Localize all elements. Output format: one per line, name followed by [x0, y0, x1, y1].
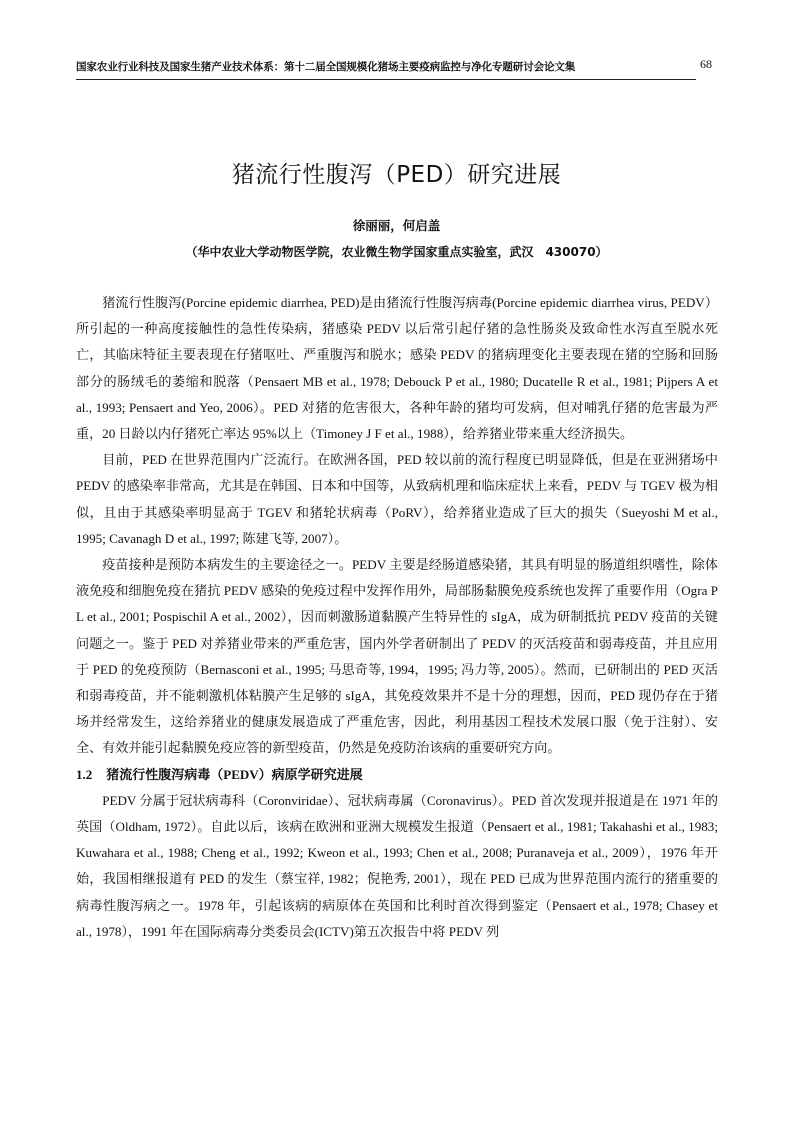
running-header: 国家农业行业科技及国家生猪产业技术体系：第十二届全国规模化猪场主要疫病监控与净化专题研讨会论文集	[76, 61, 576, 73]
section-heading	[76, 762, 718, 788]
body-paragraph-1: 猪流行性腹泻(Porcine epidemic diarrhea, PED)是由猪流行性腹泻病毒(Porcine epidemic diarrhea virus, PEDV）所引起的一种高度接触性的急性传染病，猪感染 PEDV 以后常引起仔猪的急性肠炎及致命性水泻直至脱水死亡，其临床特征主要表现在仔猪呕吐、严重腹泻和脱水；感染 PEDV 的猪病理变化主要表现在猪的空肠和回肠部分的肠绒毛的萎缩和脱落（Pensaert MB et al., 1978; Debouck P et al., 1980; Ducatelle R et al., 1981; Pijpers A et al., 1993; Pensaert and Yeo, 2006）。PED 对猪的危害很大，各种年龄的猪均可发病，但对哺乳仔猪的危害最为严重，20 日龄以内仔猪死亡率达 95%以上（Timoney J F et al., 1988），给养猪业带来重大经济损失。	[76, 295, 718, 442]
section-paragraph: PEDV 分属于冠状病毒科（Coronviridae）、冠状病毒属（Coronavirus）。PED 首次发现并报道是在 1971 年的英国（Oldham, 1972）。自此以后，该病在欧洲和亚洲大规模发生报道（Pensaert et al., 1981; Takahashi et al., 1983; Kuwahara et al., 1988; Cheng et al., 1992; Kweon et al., 1993; Chen et al., 2008; Puranaveja et al., 2009），1976 年开始，我国相继报道有 PED 的发生（蔡宝祥, 1982；倪艳秀, 2001），现在 PED 已成为世界范围内流行的猪重要的病毒性腹泻病之一。1978 年，引起该病的病原体在英国和比利时首次得到鉴定（Pensaert et al., 1978; Chasey et al., 1978），1991 年在国际病毒分类委员会(ICTV)第五次报告中将 PEDV 列	[76, 792, 718, 939]
section-title: 猪流行性腹泻病毒（PEDV）病原学研究进展	[106, 766, 363, 782]
page-number: 68	[700, 57, 712, 71]
article-body	[76, 290, 718, 945]
article-authors: 徐丽丽，何启盖	[352, 218, 441, 233]
article-title: 猪流行性腹泻（PED）研究进展	[231, 162, 562, 188]
body-paragraph-2: 目前，PED 在世界范围内广泛流行。在欧洲各国，PED 较以前的流行程度已明显降低，但是在亚洲猪场中 PEDV 的感染率非常高，尤其是在韩国、日本和中国等，从致病机理和临床症状上来看，PEDV 与 TGEV 极为相似，且由于其感染率明显高于 TGEV 和猪轮状病毒（PoRV），给养猪业造成了巨大的损失（Sueyoshi M et al., 1995; Cavanagh D et al., 1997; 陈建飞等, 2007）。	[76, 452, 718, 546]
article-affiliation: （华中农业大学动物医学院，农业微生物学国家重点实验室，武汉 430070）	[185, 245, 608, 259]
header-rule	[76, 79, 696, 80]
body-paragraph-3: 疫苗接种是预防本病发生的主要途径之一。PEDV 主要是经肠道感染猪，其具有明显的肠道组织嗜性，除体液免疫和细胞免疫在猪抗 PEDV 感染的免疫过程中发挥作用外，局部肠黏膜免疫系统也发挥了重要作用（Ogra P L et al., 2001; Pospischil A et al., 2002），因而刺激肠道黏膜产生特异性的 sIgA，成为研制抵抗 PEDV 疫苗的关键问题之一。鉴于 PED 对养猪业带来的严重危害，国内外学者研制出了 PEDV 的灭活疫苗和弱毒疫苗，并且应用于 PED 的免疫预防（Bernasconi et al., 1995; 马思奇等, 1994，1995; 冯力等, 2005）。然而，已研制出的 PED 灭活和弱毒疫苗，并不能刺激机体粘膜产生足够的 sIgA，其免疫效果并不是十分的理想，因而，PED 现仍存在于猪场并经常发生，这给养猪业的健康发展造成了严重危害，因此，利用基因工程技术发展口服（免于注射）、安全、有效并能引起黏膜免疫应答的新型疫苗，仍然是免疫防治该病的重要研究方向。	[76, 557, 718, 756]
section-number: 1.2	[76, 766, 93, 782]
